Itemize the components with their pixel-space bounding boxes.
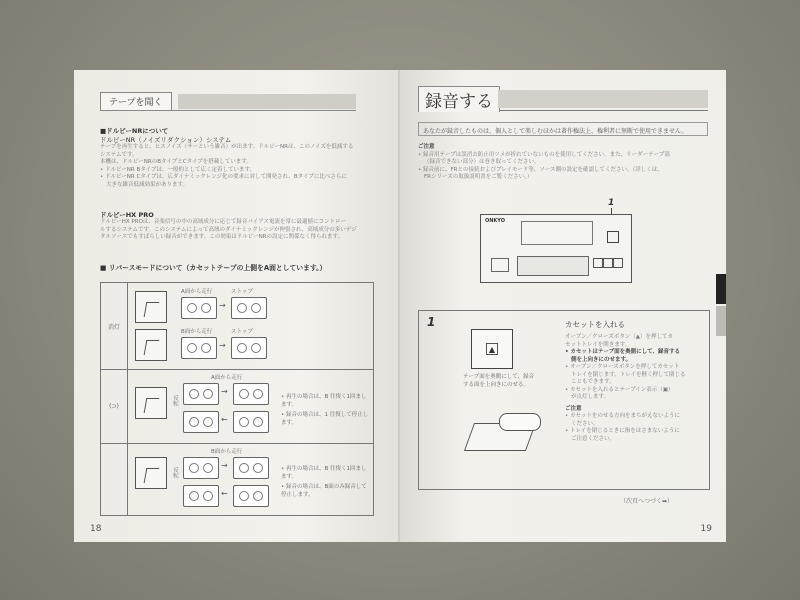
text-line: ご注意ください。 [571, 435, 616, 442]
callout-number: 1 [608, 198, 615, 208]
right-page [400, 70, 726, 542]
cassette-icon [233, 457, 269, 479]
caution-label: ご注意 [418, 144, 435, 150]
arrow-right-icon: → [219, 301, 226, 310]
cassette-icon [231, 337, 267, 359]
note: • 再生の場合は、B 往復く1回まします。 [281, 466, 367, 480]
text-line: 側を上向きにのせます。 [571, 356, 632, 363]
tape-door [521, 221, 593, 245]
hand-press-icon [135, 387, 167, 419]
table-row [101, 369, 373, 444]
text-line: • 録音用テープは誤消去防止用ツメが折れていないものを使用してください。また、リーダーテープ部 [418, 151, 670, 158]
caution-section [418, 144, 708, 182]
text-line: • カセットをのせる方向をまちがえないように [565, 413, 680, 419]
eject-icon: ▲ [486, 343, 498, 355]
hand-press-icon [135, 329, 167, 361]
text-line: ドルビーHX PROは、音楽信号の中の高域成分に応じて録音バイアス電流を常に最適値にコントロー [100, 219, 347, 225]
display-panel [491, 258, 509, 272]
caption: 反転 [172, 395, 178, 406]
left-page-title: テープを聞く [100, 92, 172, 110]
cassette-icon [181, 337, 217, 359]
header-bar [178, 94, 356, 109]
table-row [101, 283, 373, 370]
text-line: • カセットはテープ面を奥側にして、録音する [565, 349, 681, 355]
caution-label: ご注意 [565, 405, 582, 412]
caption-line: する面を上向きにのせる。 [463, 382, 530, 388]
cassette-icon [233, 411, 269, 433]
arrow-right-icon: → [221, 387, 228, 396]
step-number: 1 [427, 315, 436, 329]
section-title: ドルビーHX PRO [100, 211, 154, 219]
text-line: （録音できない部分）は巻き取ってください。 [424, 159, 540, 165]
text-line: タルソースでもすばらしい録音ができます。この効果はドルビーNRの設定に関係なく得られます。 [100, 234, 344, 240]
control-button[interactable] [603, 258, 613, 268]
caption: B面から走行 [211, 449, 243, 455]
table-row [101, 443, 373, 515]
cassette-icon [181, 297, 217, 319]
arrow-right-icon: → [221, 461, 228, 470]
arrow-left-icon: ← [221, 415, 228, 424]
caption: A面から走行 [181, 289, 213, 295]
text-line: セットトレイを開きます。 [565, 341, 631, 348]
text-line: • ドルビーNR Bタイプは、一般的として広く定着しています。 [100, 166, 256, 173]
text-line: テープを再生すると、ヒスノイズ（サーという雑音）が出ます。ドルビーNRは、このノイズを低減する [100, 144, 354, 150]
hand-icon [499, 413, 541, 431]
header-bar [498, 90, 708, 108]
mode-label: 消灯 [101, 283, 128, 369]
step-title: カセットを入れる [565, 320, 625, 329]
text-line: ください。 [571, 420, 599, 427]
caption: ストップ [231, 329, 253, 335]
cassette-icon [183, 383, 219, 405]
cassette-icon [183, 411, 219, 433]
dolby-hx-section [100, 210, 360, 242]
right-page-header [418, 88, 708, 111]
text-line: • ドルビーNR Cタイプは、広ダイナミックレンジ化の要求に対して開発され、Bタイプに比べさらに [100, 174, 347, 180]
cassette-insert-illustration [449, 403, 549, 463]
tape-caption [463, 373, 534, 389]
text-line: 本機は、ドルビーNRのBタイプとCタイプを搭載しています。 [100, 159, 252, 165]
cassette-icon [183, 457, 219, 479]
step-instructions [565, 319, 703, 443]
deck-top-unit [480, 214, 632, 254]
cassette-icon [233, 383, 269, 405]
text-line: ルするシステムです。このシステムによって高域のダイナミックレンジが伸張され、高域成分の多いデジ [100, 226, 357, 233]
text-line: 大きな雑音低減効果があります。 [106, 181, 189, 188]
mode-label: (⊃) [101, 369, 128, 443]
text-line: が点灯します。 [571, 394, 610, 400]
step-1-box [418, 310, 710, 490]
index-tab-active [716, 274, 726, 304]
display-window [517, 256, 589, 276]
page-title: 録音する [418, 86, 500, 112]
reverse-mode-title: ■ リバースモードについて（カセットテープの上側をA面としています。） [100, 264, 327, 272]
caption: A面から走行 [211, 375, 243, 381]
section-title: ■ドルビーNRについて [100, 127, 169, 135]
note: • 録音の場合は、B面のみ録音して停止します。 [281, 484, 367, 498]
section-subtitle: ドルビーNR（ノイズリダクション）システム [100, 136, 232, 144]
control-button[interactable] [613, 258, 623, 268]
cassette-icon [183, 485, 219, 507]
mode-label [101, 443, 128, 515]
cassette-icon [231, 297, 267, 319]
note: • 録音の場合は、1 往復して停止します。 [281, 412, 369, 426]
hand-press-icon [135, 291, 167, 323]
arrow-left-icon: ← [221, 489, 228, 498]
brand-logo: ONKYO [485, 218, 506, 224]
text-line: トレイを閉じます。トレイを軽く押して閉じる [571, 371, 686, 378]
caption: B面から走行 [181, 329, 213, 335]
caption: 反転 [172, 467, 178, 478]
arrow-right-icon: → [219, 341, 226, 350]
text-line: • オープン／クローズボタンを押してカセット [565, 364, 680, 370]
control-button[interactable] [593, 258, 603, 268]
caption: ストップ [231, 289, 253, 295]
text-line: こともできます。 [571, 379, 615, 385]
cassette-icon [233, 485, 269, 507]
eject-button-illustration [471, 329, 513, 369]
eject-button[interactable] [607, 231, 619, 243]
text-line: • トレイを閉じるときに指をはさまないように [565, 428, 680, 434]
hand-press-icon [135, 457, 167, 489]
left-page-header [100, 92, 356, 111]
index-tab [716, 306, 726, 336]
continue-note: （次頁へつづく➡） [620, 498, 674, 505]
reverse-mode-table [100, 282, 374, 516]
page-number: 18 [90, 524, 102, 534]
cassette-deck-illustration [480, 198, 630, 286]
caption-line: テープ面を奥側にして、録音 [463, 374, 535, 380]
text-line: オープン／クローズボタン（▲）を押してカ [565, 334, 673, 340]
copyright-notice: あなたが録音したものは、個人として楽しむほかは著作権法上、権利者に無断で使用できません。 [418, 122, 708, 136]
page-number: 19 [700, 524, 712, 534]
left-page [74, 70, 400, 542]
deck-bottom-unit [480, 252, 632, 283]
manual-booklet [74, 70, 726, 542]
text-line: • カセットを入れるとテープイン表示（▣） [565, 386, 674, 393]
text-line: FRシリーズの取扱説明書をご覧ください。） [424, 174, 533, 180]
note: • 再生の場合は、B 往復く1回まします。 [281, 394, 367, 408]
text-line: システムです。 [100, 151, 138, 158]
text-line: • 録音前に、FRとの接続およびプレイモード等、ソース側の設定を確認してください。（詳しくは、 [418, 166, 663, 173]
dolby-nr-section [100, 126, 360, 189]
